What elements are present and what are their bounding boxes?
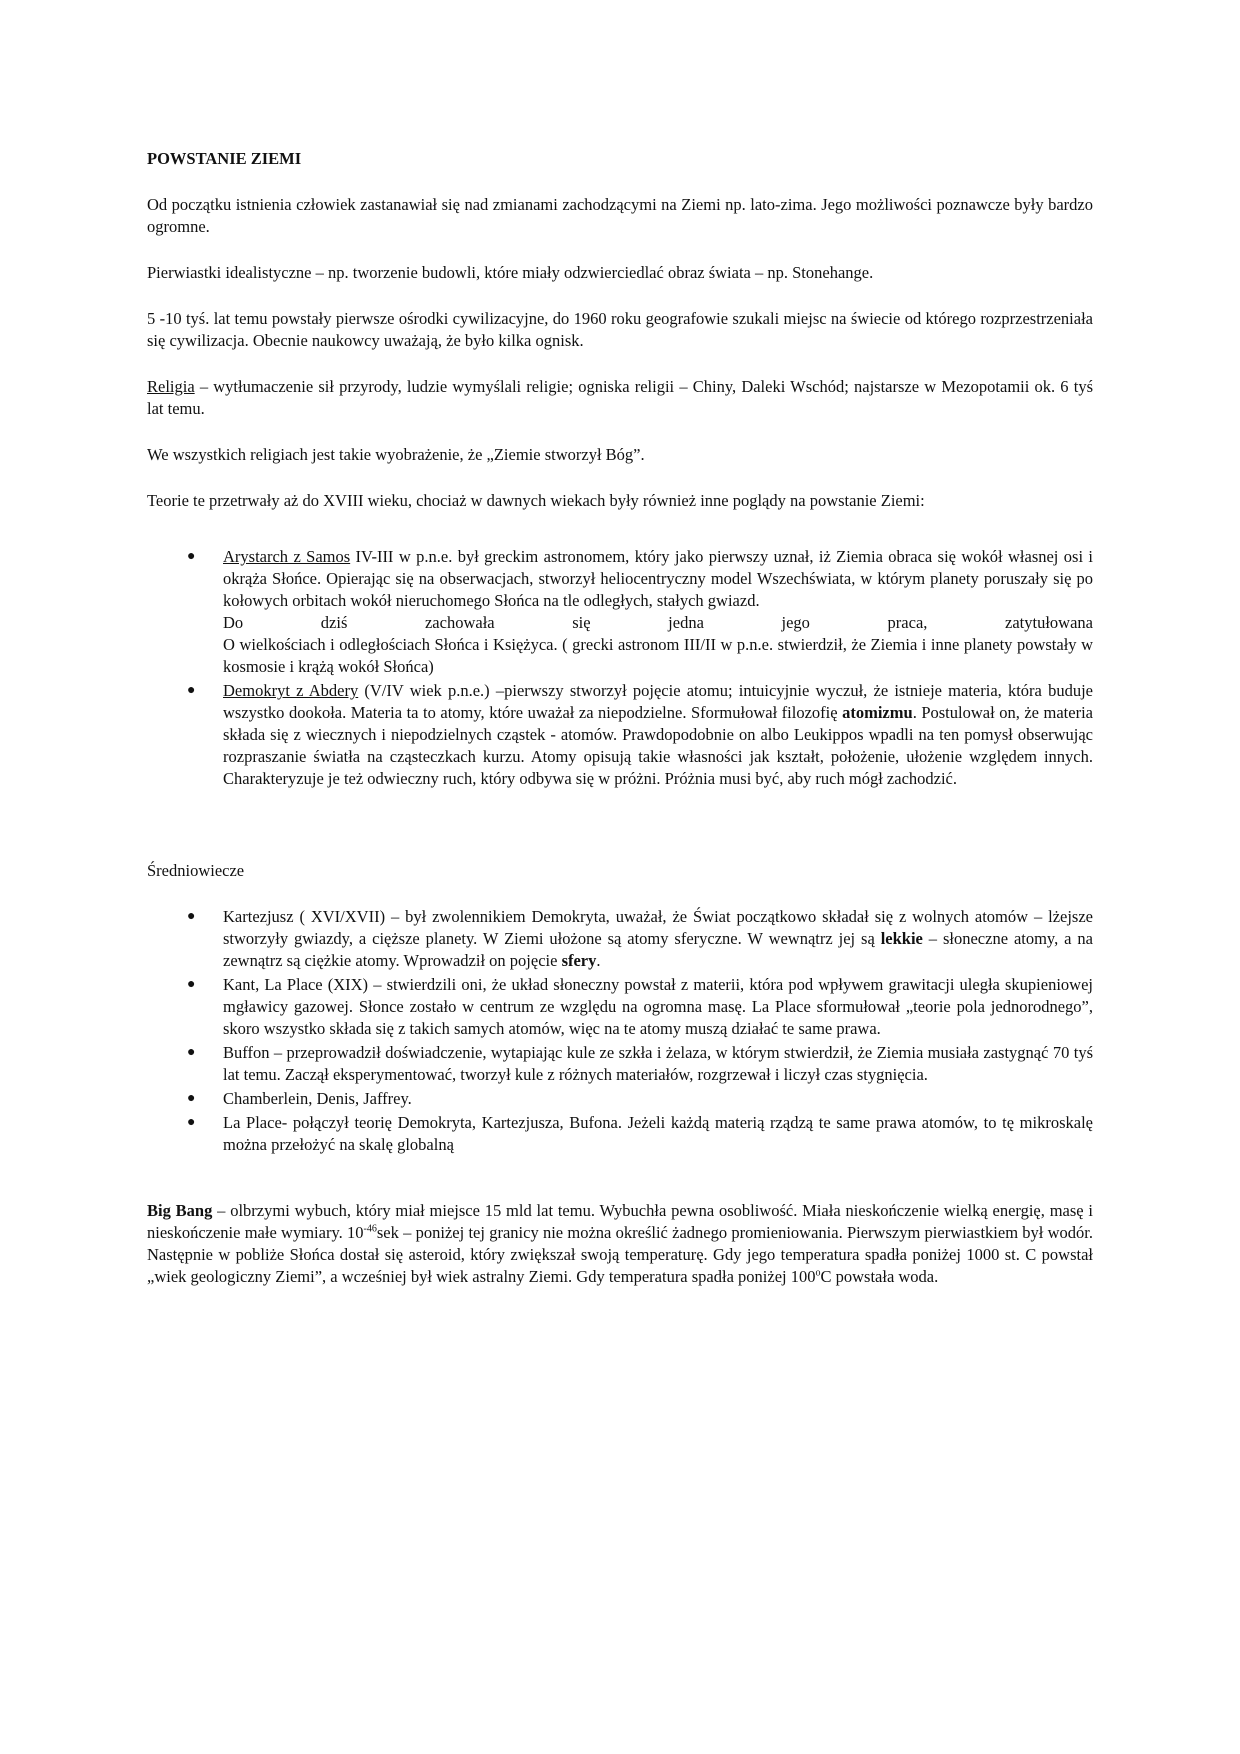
ancient-list [147,546,1093,790]
kartezjusz-text-3: . [596,951,601,970]
list-item-kant [147,974,1093,1040]
list-item-kartezjusz [147,906,1093,972]
kant-text: Kant, La Place (XIX) – stwierdzili oni, że układ słoneczny powstał z materii, która pod wpływem grawitacji uległa skupieniowej mgławicy gazowej. Słonce zostało w centrum ze względu na ogromna masę. La Place sformułował „teorie pola jednorodnego”, skoro wszystko składa się z takich samych atomów, więc na te atomy muszą działać te same prawa. [223,975,1093,1038]
buffon-text: Buffon – przeprowadził doświadczenie, wytapiając kule ze szkła i żelaza, w którym stwierdził, że Ziemia musiała zastygnąć 70 tyś lat temu. Zaczął eksperymentować, tworzył kule z różnych materiałów, rozgrzewał i liczył czas stygnięcia. [223,1043,1093,1084]
chamberlein-text: Chamberlein, Denis, Jaffrey. [223,1089,412,1108]
paragraph-bigbang [147,1200,1093,1288]
laplace-text: La Place- połączył teorię Demokryta, Kartezjusza, Bufona. Jeżeli każdą materią rządzą te same prawa atomów, to tę mikroskalę można przełożyć na skalę globalną [223,1113,1093,1154]
demokryt-name: Demokryt z Abdery [223,681,359,700]
demokryt-text-1: (V/IV wiek p.n.e.) –pierwszy stworzył pojęcie atomu; intuicyjnie wyczuł, że istnieje materia, która buduje wszystko dookoła. Materia ta to atomy, które uważał za niepodzielne. Sformułował filozofię [223,681,1093,722]
bullet-icon: ● [187,1045,196,1060]
kartezjusz-text-2: – słoneczne atomy, a na zewnątrz są ciężkie atomy. Wprowadził on pojęcie [223,929,1093,970]
paragraph-intro-1: Od początku istnienia człowiek zastanawiał się nad zmianami zachodzącymi na Ziemi np. lato-zima. Jego możliwości poznawcze były bardzo ogromne. [147,195,1093,236]
bullet-icon: ● [187,1115,196,1130]
spread-word: Do [223,613,244,632]
spread-word: jego [781,613,810,632]
spread-word: zatytułowana [1005,613,1093,632]
arystarch-name: Arystarch z Samos [223,547,351,566]
arystarch-text-1: IV-III w p.n.e. był greckim astronomem, który jako pierwszy uznał, iż Ziemia obraca się wokół własnej osi i okrąża Słońce. Opierając się na obserwacjach, stworzył heliocentryczny model Wszechświata, w którym planety poruszały się po kołowych orbitach wokół nieruchomego Słońca na tle odległych, stałych gwiazd. [223,547,1094,610]
paragraph-religions-note: We wszystkich religiach jest takie wyobrażenie, że „Ziemie stworzył Bóg”. [147,445,645,464]
spread-word: zachowała [424,613,495,632]
list-item-laplace [147,1112,1093,1156]
spread-word: się [572,613,591,632]
list-item-arystarch [147,546,1093,678]
bigbang-text-3: C powstała woda. [820,1267,939,1286]
spread-word: praca, [887,613,928,632]
degree-mark: o [815,1267,821,1279]
term-atomizmu: atomizmu [842,703,913,722]
bullet-icon: ● [187,909,196,924]
paragraph-theories-note: Teorie te przetrwały aż do XVIII wieku, chociaż w dawnych wiekach były również inne poglądy na powstanie Ziemi: [147,491,925,510]
bigbang-text-2: sek – poniżej tej granicy nie można określić żadnego promieniowania. Pierwszym pierwiastkiem był wodór. Następnie w pobliże Słońca dostał się asteroid, który zwiększał swoją temperaturę. Gdy jego temperatura spadła poniżej 1000 st. C powstał „wiek geologiczny Ziemi”, a wcześniej był wiek astralny Ziemi. Gdy temperatura spadła poniżej 100 [147,1223,1094,1286]
bullet-icon: ● [187,1091,196,1106]
paragraph-religia [147,376,1093,420]
section-heading-medieval: Średniowiecze [147,861,245,880]
bullet-icon: ● [187,549,196,564]
religia-text: – wytłumaczenie sił przyrody, ludzie wymyślali religie; ogniska religii – Chiny, Daleki Wschód; najstarsze w Mezopotamii ok. 6 tyś lat temu. [147,377,1093,418]
paragraph-intro-2: Pierwiastki idealistyczne – np. tworzenie budowli, które miały odzwierciedlać obraz świata – np. Stonehange. [147,263,874,282]
list-item-chamberlein [147,1088,1093,1110]
medieval-list [147,906,1093,1156]
spread-word: dziś [320,613,348,632]
bigbang-text-1: – olbrzymi wybuch, który miał miejsce 15 mld lat temu. Wybuchła pewna osobliwość. Miała nieskończenie wielką energię, masę i nieskończenie małe wymiary. 10 [147,1201,1093,1242]
exponent: -46 [363,1223,377,1235]
term-religia: Religia [147,377,195,396]
kartezjusz-text-1: Kartezjusz ( XVI/XVII) – był zwolennikiem Demokryta, uważał, że Świat początkowo składał się z wolnych atomów – lżejsze stworzyły gwiazdy, a cięższe planety. W Ziemi ułożone są atomy sferyczne. W wewnątrz jej są [223,907,1093,948]
term-big-bang: Big Bang [147,1201,213,1220]
list-item-demokryt [147,680,1093,790]
bullet-icon: ● [187,683,196,698]
arystarch-text-2: O wielkościach i odległościach Słońca i Księżyca. ( grecki astronom III/II w p.n.e. stwierdził, że Ziemia i inne planety powstały w kosmosie i krążą wokół Słońca) [223,635,1093,676]
spread-word: jedna [668,613,704,632]
bullet-icon: ● [187,977,196,992]
arystarch-spread-line [223,612,1093,634]
document-title: POWSTANIE ZIEMI [147,149,302,168]
paragraph-intro-3: 5 -10 tyś. lat temu powstały pierwsze ośrodki cywilizacyjne, do 1960 roku geografowie szukali miejsc na świecie od którego rozprzestrzeniała się cywilizacja. Obecnie naukowcy uważają, że było kilka ognisk. [147,309,1093,350]
demokryt-text-2: . Postulował on, że materia składa się z wiecznych i niepodzielnych cząstek - atomów. Prawdopodobnie on albo Leukippos wpadli na ten pomysł obserwując rozpraszanie światła na cząsteczkach kurzu. Atomy opisują takie własności jak kształt, położenie, ułożenie względem innych. Charakteryzuje je też odwieczny ruch, który odbywa się w próżni. Próżnia musi być, aby ruch mógł zachodzić. [223,703,1093,788]
list-item-buffon [147,1042,1093,1086]
document-body [147,148,1093,1312]
term-lekkie: lekkie [880,929,923,948]
term-sfery: sfery [561,951,597,970]
